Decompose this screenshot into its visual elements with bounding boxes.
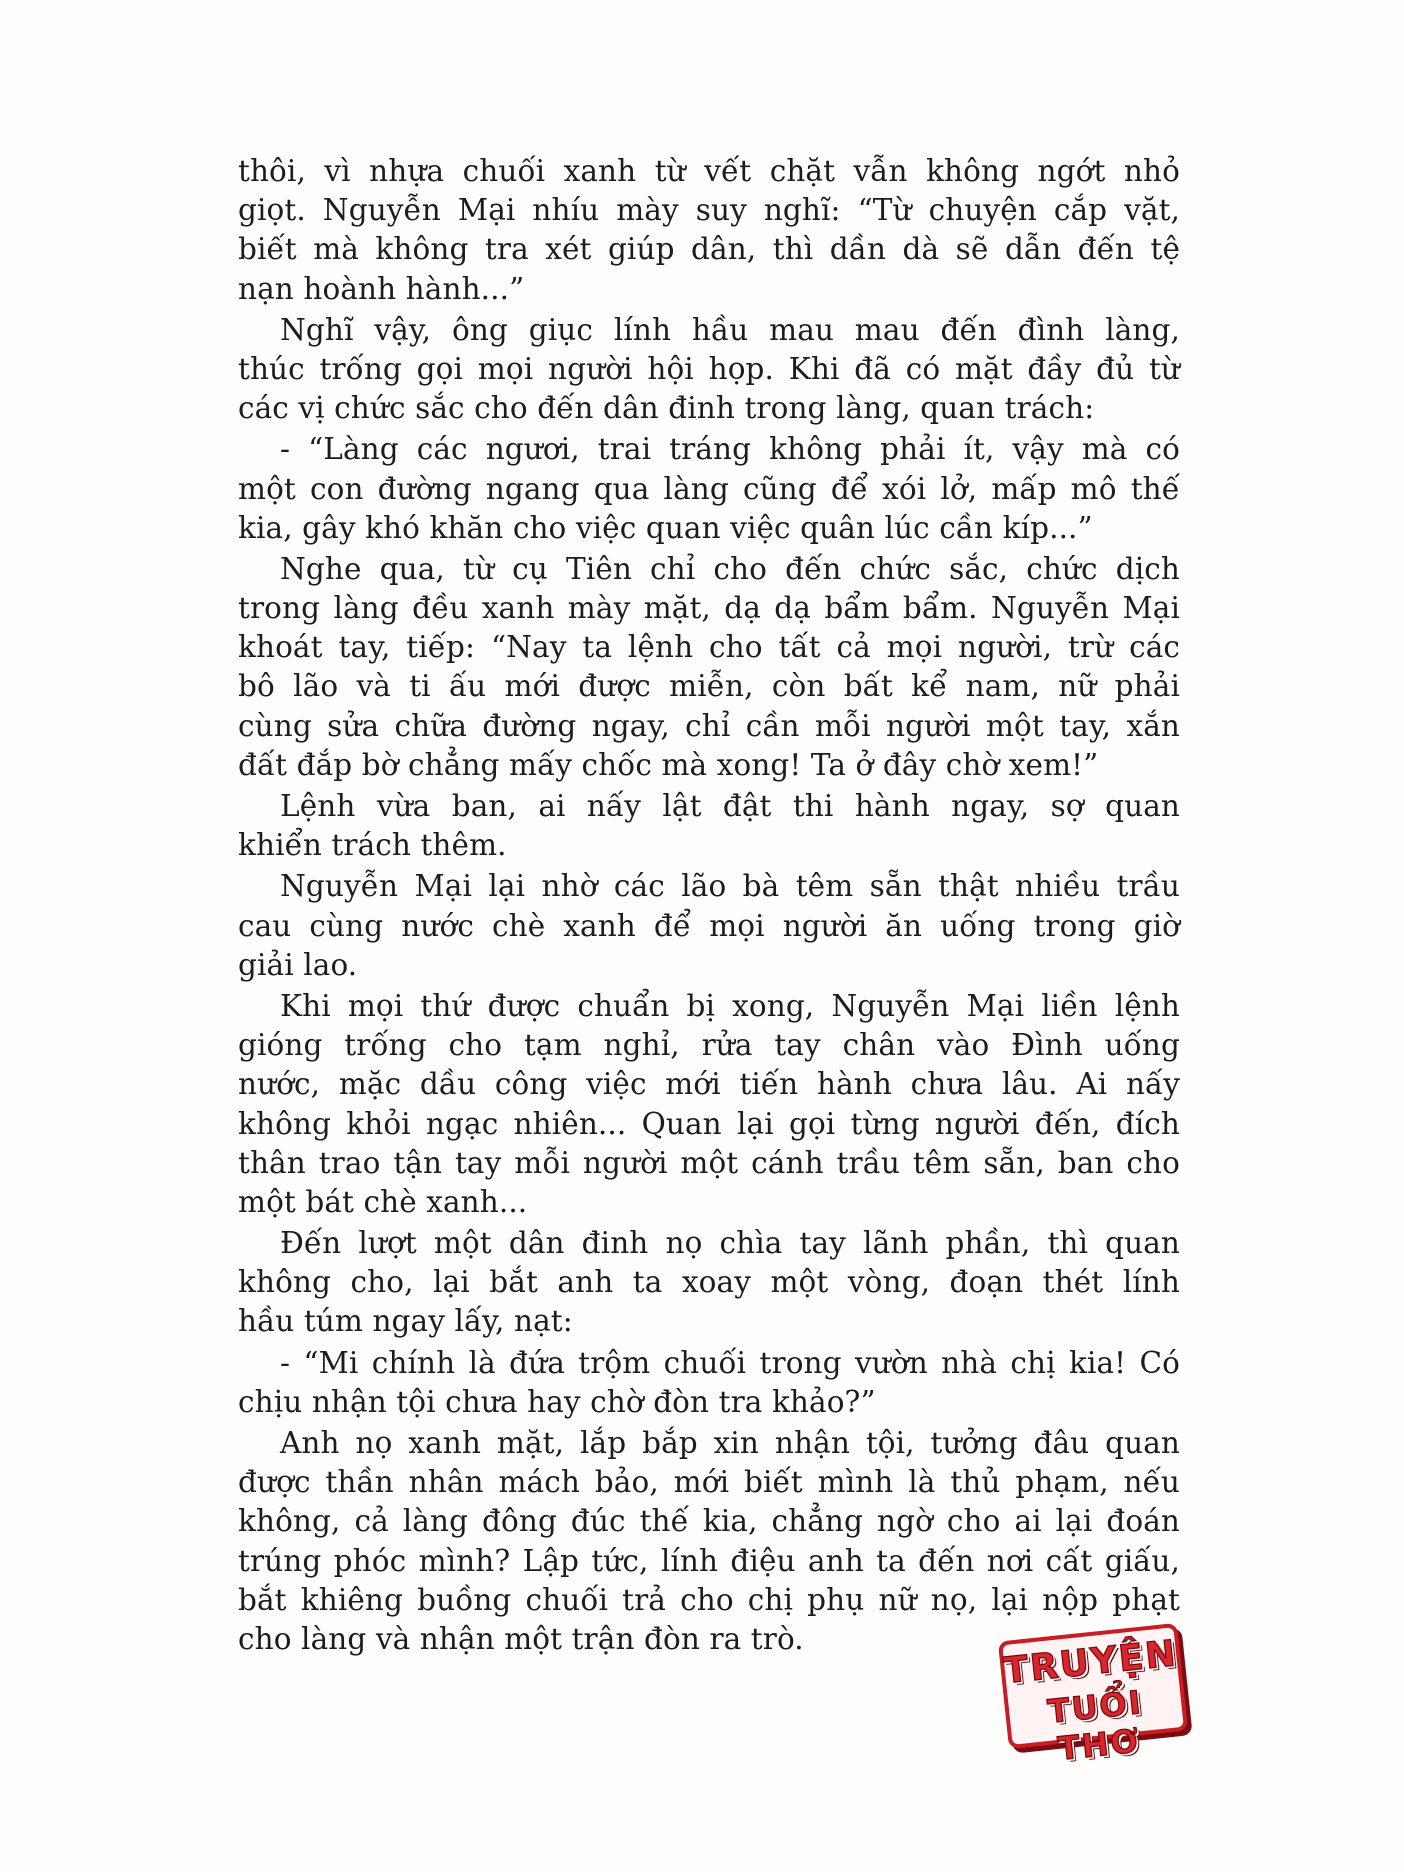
text-line: cho làng và nhận một trận đòn ra trò. [238, 1621, 804, 1656]
text-line: cau cùng nước chè xanh để mọi người ăn uống trong giờ [238, 908, 1180, 943]
text-line: một con đường ngang qua làng cũng để xói lở, mấp mô thế [238, 471, 1180, 506]
text-line: Lệnh vừa ban, ai nấy lật đật thi hành ngay, sợ quan [280, 789, 1180, 823]
text-line: kia, gây khó khăn cho việc quan việc quân lúc cần kíp...” [238, 510, 1093, 545]
paragraph [238, 430, 1180, 548]
text-line: thân trao tận tay mỗi người một cánh trầu têm sẵn, ban cho [238, 1145, 1180, 1180]
text-line: Đến lượt một dân đinh nọ chìa tay lãnh phần, thì quan [280, 1226, 1180, 1261]
paragraph [238, 867, 1180, 985]
logo-line-1: TRUYỆN [1001, 1633, 1180, 1693]
text-line: Nghĩ vậy, ông giục lính hầu mau mau đến đình làng, [280, 312, 1180, 347]
text-line: giọt. Nguyễn Mại nhíu mày suy nghĩ: “Từ chuyện cắp vặt, [238, 193, 1180, 228]
paragraph [238, 311, 1180, 429]
text-line: bắt khiêng buồng chuối trả cho chị phụ nữ nọ, lại nộp phạt [238, 1582, 1180, 1617]
text-line: trong làng đều xanh mày mặt, dạ dạ bẩm bẩm. Nguyễn Mại [238, 591, 1180, 626]
text-line: - “Mi chính là đứa trộm chuối trong vườn nhà chị kia! Có [280, 1345, 1180, 1380]
text-line: khoát tay, tiếp: “Nay ta lệnh cho tất cả mọi người, trừ các [238, 630, 1180, 665]
text-line: Anh nọ xanh mặt, lắp bắp xin nhận tội, tưởng đâu quan [280, 1426, 1180, 1460]
paragraph [238, 1224, 1180, 1342]
text-line: - “Làng các ngươi, trai tráng không phải ít, vậy mà có [280, 432, 1180, 467]
text-line: một bát chè xanh... [238, 1184, 528, 1219]
paragraph [238, 550, 1180, 785]
text-line: không cho, lại bắt anh ta xoay một vòng, đoạn thét lính [238, 1265, 1180, 1300]
text-line: không, cả làng đông đúc thế kia, chẳng ngờ cho ai lại đoán [238, 1504, 1180, 1539]
story-text [238, 152, 1180, 1659]
text-line: bô lão và ti ấu mới được miễn, còn bất kể nam, nữ phải [238, 669, 1180, 704]
text-line: cùng sửa chữa đường ngay, chỉ cần mỗi người một tay, xắn [238, 708, 1180, 743]
text-line: nước, mặc dầu công việc mới tiến hành chưa lâu. Ai nấy [238, 1067, 1180, 1102]
paragraph [238, 787, 1180, 865]
text-line: trúng phóc mình? Lập tức, lính điệu anh ta đến nơi cất giấu, [238, 1543, 1180, 1578]
text-line: gióng trống cho tạm nghỉ, rửa tay chân vào Đình uống [238, 1028, 1180, 1063]
paragraph [238, 987, 1180, 1222]
text-line: Nghe qua, từ cụ Tiên chỉ cho đến chức sắc, chức dịch [280, 551, 1180, 586]
paragraph [238, 152, 1180, 309]
text-line: chịu nhận tội chưa hay chờ đòn tra khảo?” [238, 1384, 876, 1419]
text-line: hầu túm ngay lấy, nạt: [238, 1304, 573, 1339]
text-line: nạn hoành hành...” [238, 271, 525, 306]
text-line: biết mà không tra xét giúp dân, thì dần dà sẽ dẫn đến tệ [238, 232, 1180, 267]
text-line: các vị chức sắc cho đến dân đinh trong làng, quan trách: [238, 391, 1095, 426]
paragraph [238, 1424, 1180, 1659]
text-line: thúc trống gọi mọi người hội họp. Khi đã có mặt đầy đủ từ [238, 351, 1180, 386]
truyen-tuoi-tho-logo [998, 1623, 1188, 1768]
paragraph [238, 1344, 1180, 1422]
logo-line-2: TUỔI THƠ [1046, 1683, 1145, 1768]
text-line: được thần nhân mách bảo, mới biết mình là thủ phạm, nếu [238, 1465, 1180, 1500]
text-line: thôi, vì nhựa chuối xanh từ vết chặt vẫn không ngớt nhỏ [238, 154, 1180, 188]
text-line: khiển trách thêm. [238, 828, 507, 863]
text-line: đất đắp bờ chẳng mấy chốc mà xong! Ta ở đây chờ xem!” [238, 747, 1099, 782]
text-line: không khỏi ngạc nhiên... Quan lại gọi từng người đến, đích [238, 1106, 1180, 1141]
text-line: giải lao. [238, 947, 358, 982]
text-line: Nguyễn Mại lại nhờ các lão bà têm sẵn thật nhiều trầu [280, 869, 1180, 904]
text-line: Khi mọi thứ được chuẩn bị xong, Nguyễn Mại liền lệnh [280, 988, 1180, 1023]
